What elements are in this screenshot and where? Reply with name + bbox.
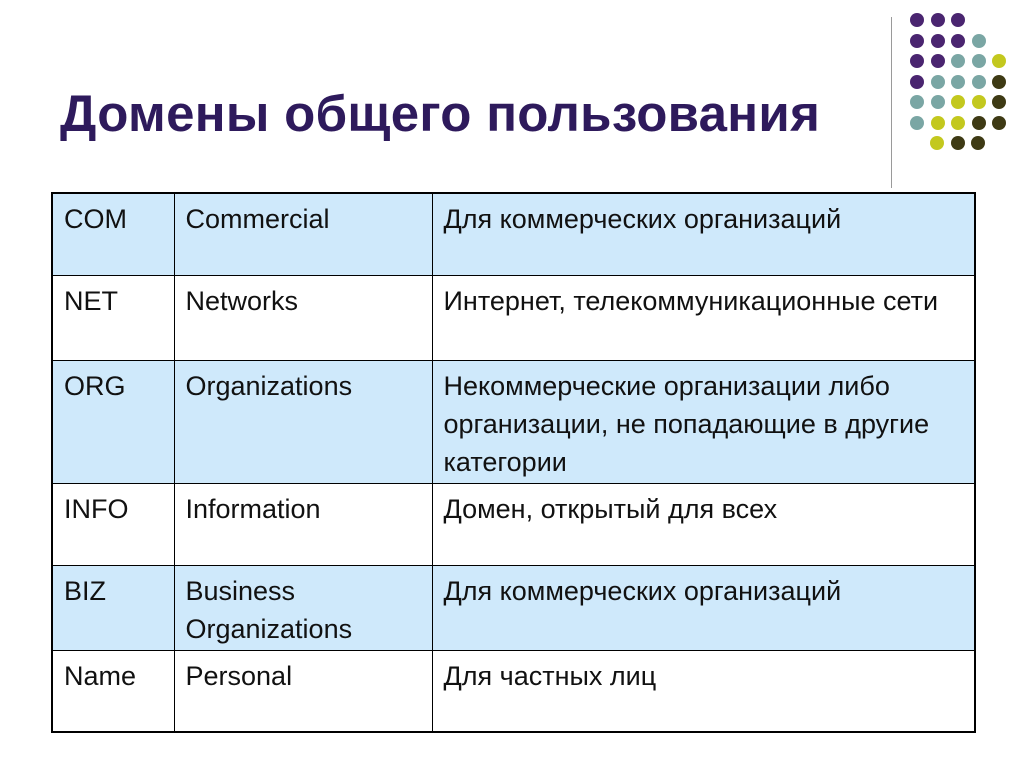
- decoration-dot: [972, 116, 986, 130]
- table-row-org: [52, 360, 975, 483]
- decoration-dot: [951, 95, 965, 109]
- decoration-dot: [910, 75, 924, 89]
- domain-name: Networks: [174, 275, 432, 360]
- table-row-biz: [52, 565, 975, 650]
- domain-name: Organizations: [174, 360, 432, 483]
- decoration-dot: [931, 95, 945, 109]
- dot-grid-decoration: [900, 10, 1020, 170]
- decoration-dot: [910, 34, 924, 48]
- decoration-dot: [951, 136, 965, 150]
- domains-table: [51, 192, 976, 733]
- domain-description: Для коммерческих организаций: [432, 565, 975, 650]
- decoration-dot: [931, 116, 945, 130]
- decoration-dot: [931, 54, 945, 68]
- slide-title: Домены общего пользования: [60, 85, 821, 142]
- domain-code: COM: [52, 193, 174, 275]
- table-row-name: [52, 650, 975, 732]
- decoration-dot: [951, 13, 965, 27]
- table-row-net: [52, 275, 975, 360]
- decoration-dot: [931, 13, 945, 27]
- decoration-dot: [931, 75, 945, 89]
- divider-line: [891, 17, 892, 188]
- decoration-dot: [992, 95, 1006, 109]
- decoration-dot: [992, 116, 1006, 130]
- domain-description: Для коммерческих организаций: [432, 193, 975, 275]
- decoration-dot: [910, 54, 924, 68]
- domain-name: Personal: [174, 650, 432, 732]
- domain-code: ORG: [52, 360, 174, 483]
- domain-code: INFO: [52, 483, 174, 565]
- decoration-dot: [971, 136, 985, 150]
- decoration-dot: [972, 34, 986, 48]
- domain-name: Information: [174, 483, 432, 565]
- decoration-dot: [951, 54, 965, 68]
- decoration-dot: [951, 116, 965, 130]
- table-row-com: [52, 193, 975, 275]
- decoration-dot: [930, 136, 944, 150]
- domain-description: Некоммерческие организации либо организации, не попадающие в другие категории: [432, 360, 975, 483]
- domain-name: Business Organizations: [174, 565, 432, 650]
- domain-name: Commercial: [174, 193, 432, 275]
- decoration-dot: [972, 75, 986, 89]
- decoration-dot: [951, 34, 965, 48]
- domain-code: Name: [52, 650, 174, 732]
- decoration-dot: [931, 34, 945, 48]
- decoration-dot: [910, 13, 924, 27]
- domain-description: Интернет, телекоммуникационные сети: [432, 275, 975, 360]
- decoration-dot: [972, 54, 986, 68]
- decoration-dot: [992, 54, 1006, 68]
- domain-code: BIZ: [52, 565, 174, 650]
- decoration-dot: [910, 95, 924, 109]
- domain-description: Домен, открытый для всех: [432, 483, 975, 565]
- decoration-dot: [972, 95, 986, 109]
- domain-code: NET: [52, 275, 174, 360]
- decoration-dot: [951, 75, 965, 89]
- decoration-dot: [992, 75, 1006, 89]
- table-row-info: [52, 483, 975, 565]
- decoration-dot: [910, 116, 924, 130]
- domain-description: Для частных лиц: [432, 650, 975, 732]
